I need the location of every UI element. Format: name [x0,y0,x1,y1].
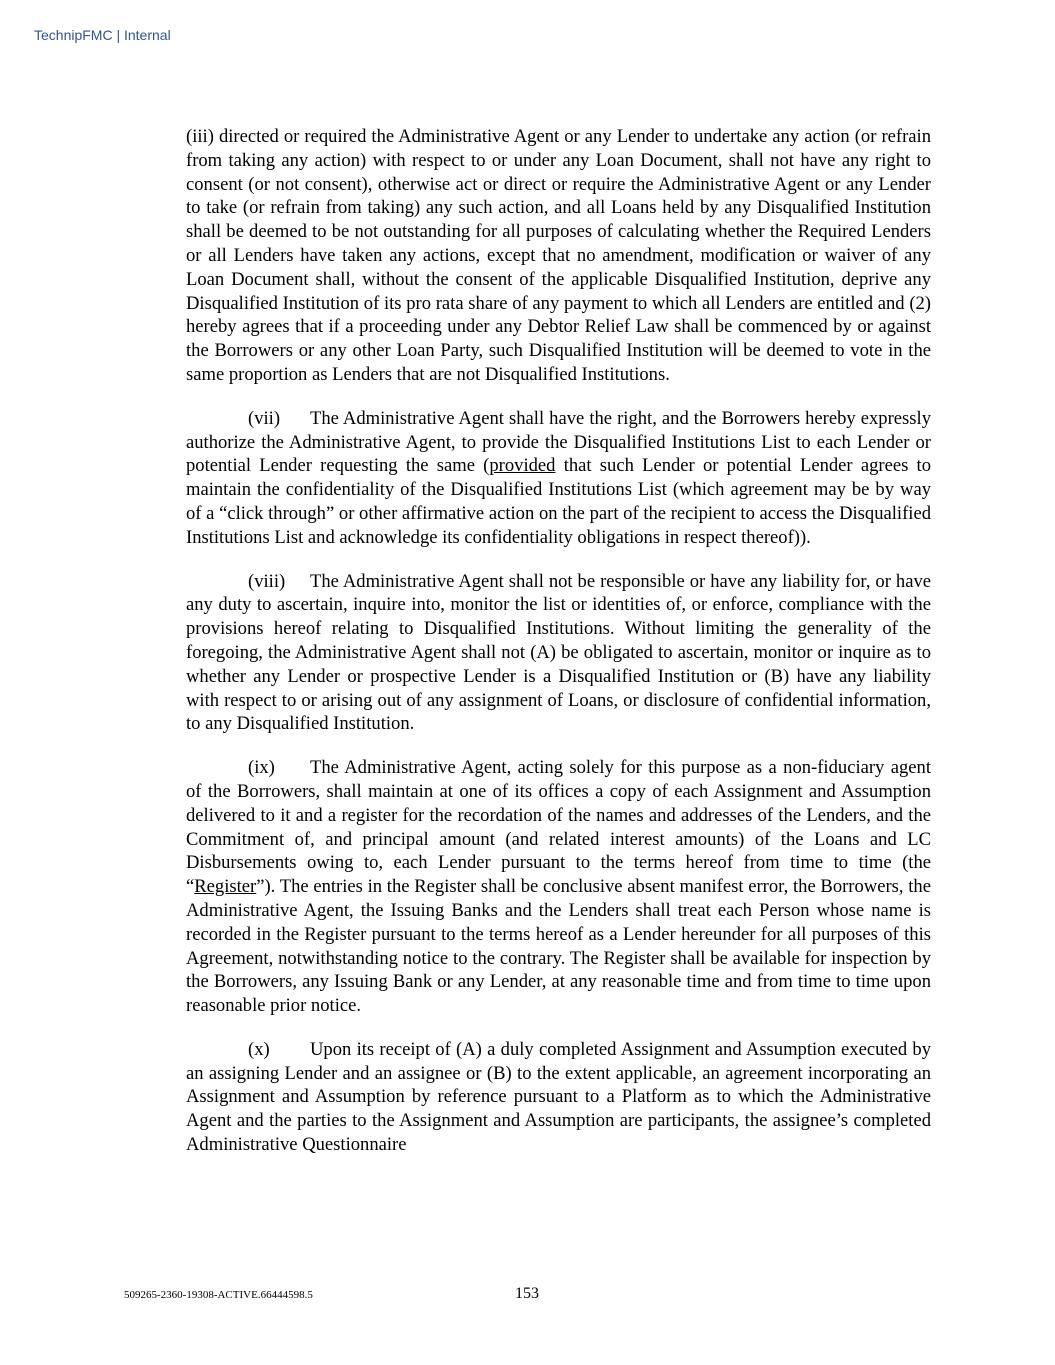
paragraph-text: The Administrative Agent shall not be responsible or have any liability for, or have any duty to ascertain, inquire into, monitor the list or identities of, or enforce, compliance with the provisions hereof relating to Disqualified Institutions. Without limiting the generality of the foregoing, the Administrative Agent shall not (A) be obligated to ascertain, monitor or inquire as to whether any Lender or prospective Lender is a Disqualified Institution or (B) have any liability with respect to or arising out of any assignment of Loans, or disclosure of confidential information, to any Disqualified Institution. [186,570,931,735]
paragraph-number: (x) [248,1038,270,1060]
paragraph-vii [186,407,931,550]
paragraph-text: Upon its receipt of (A) a duly completed Assignment and Assumption executed by an assigning Lender and an assignee or (B) to the extent applicable, an agreement incorporating an Assignment and Assumption by reference pursuant to a Platform as to which the Administrative Agent and the parties to the Assignment and Assumption are participants, the assignee’s completed Administrative Questionnaire [186,1038,931,1156]
paragraph-ix [186,756,931,1018]
paragraph-text-cont: that such Lender or potential Lender agrees to maintain the confidentiality of the Disqualified Institutions List (which agreement may be by way of a “click through” or other affirmative action on the part of the recipient to access the Disqualified Institutions List and acknowledge its confidentiality obligations in respect thereof)). [186,455,931,548]
paragraph-number: (vii) [248,407,281,429]
paragraph-text: The Administrative Agent, acting solely for this purpose as a non-fiduciary agent of the Borrowers, shall maintain at one of its offices a copy of each Assignment and Assumption delivered to it and a register for the recordation of the names and addresses of the Lenders, and the Commitment of, and principal amount (and related interest amounts) of the Loans and LC Disbursements owing to, each Lender pursuant to the terms hereof from time to time (the “ [186,757,931,898]
paragraph-x [186,1038,931,1157]
paragraph-iii-continuation [186,125,931,387]
page-number: 153 [515,1285,539,1302]
classification-label: TechnipFMC | Internal [34,27,171,43]
footer-document-id: 509265-2360-19308-ACTIVE.66444598.5 [124,1289,313,1301]
paragraph-viii [186,570,931,737]
underlined-term-provided: provided [489,455,556,477]
paragraph-text: (iii) directed or required the Administrative Agent or any Lender to undertake any action (or refrain from taking any action) with respect to or under any Loan Document, shall not have any right to consent (or not consent), otherwise act or direct or require the Administrative Agent or any Lender to take (or refrain from taking) any such action, and all Loans held by any Disqualified Institution shall be deemed to be not outstanding for all purposes of calculating whether the Required Lenders or all Lenders have taken any actions, except that no amendment, modification or waiver of any Loan Document shall, without the consent of the applicable Disqualified Institution, deprive any Disqualified Institution of its pro rata share of any payment to which all Lenders are entitled and (2) hereby agrees that if a proceeding under any Debtor Relief Law shall be commenced by or against the Borrowers or any other Loan Party, such Disqualified Institution will be deemed to vote in the same proportion as Lenders that are not Disqualified Institutions. [186,126,931,385]
paragraph-number: (viii) [248,570,286,592]
paragraph-number: (ix) [248,757,275,779]
document-body [186,125,931,1177]
underlined-term-register: Register [194,876,257,898]
paragraph-text: The Administrative Agent shall have the right, and the Borrowers hereby expressly authorize the Administrative Agent, to provide the Disqualified Institutions List to each Lender or potential Lender requesting the same ( [186,407,931,477]
paragraph-text-cont: ”). The entries in the Register shall be conclusive absent manifest error, the Borrowers, the Administrative Agent, the Issuing Banks and the Lenders shall treat each Person whose name is recorded in the Register pursuant to the terms hereof as a Lender hereunder for all purposes of this Agreement, notwithstanding notice to the contrary. The Register shall be available for inspection by the Borrowers, any Issuing Bank or any Lender, at any reasonable time and from time to time upon reasonable prior notice. [186,876,931,1017]
